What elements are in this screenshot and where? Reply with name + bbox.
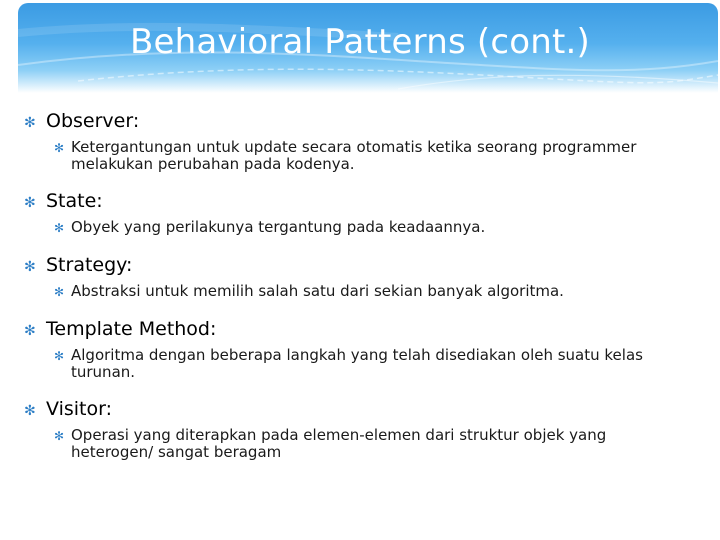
- asterisk-icon: ✻: [24, 115, 36, 131]
- asterisk-icon: ✻: [24, 323, 36, 339]
- item-detail: Ketergantungan untuk update secara otomatis ketika seorang programmer melakukan perubahan pada kodenya.: [71, 138, 637, 173]
- list-item: [24, 395, 694, 461]
- item-label: State:: [46, 190, 103, 212]
- list-item: [24, 187, 694, 237]
- list-item: [24, 107, 694, 173]
- item-detail: Obyek yang perilakunya tergantung pada keadaannya.: [71, 218, 486, 236]
- asterisk-icon: ✻: [24, 195, 36, 211]
- asterisk-icon: ✻: [54, 349, 65, 363]
- asterisk-icon: ✻: [24, 259, 36, 275]
- asterisk-icon: ✻: [54, 141, 65, 155]
- slide-title: Behavioral Patterns (cont.): [129, 22, 591, 62]
- asterisk-icon: ✻: [54, 221, 65, 235]
- bullet-list: [24, 107, 694, 461]
- item-detail: Abstraksi untuk memilih salah satu dari sekian banyak algoritma.: [71, 282, 564, 300]
- asterisk-icon: ✻: [54, 429, 65, 443]
- item-label: Visitor:: [46, 398, 112, 420]
- list-item: [24, 251, 694, 301]
- item-label: Template Method:: [46, 318, 217, 340]
- item-label: Strategy:: [46, 254, 133, 276]
- item-detail: Algoritma dengan beberapa langkah yang telah disediakan oleh suatu kelas turunan.: [71, 346, 643, 381]
- asterisk-icon: ✻: [54, 285, 65, 299]
- item-label: Observer:: [46, 110, 140, 132]
- asterisk-icon: ✻: [24, 403, 36, 419]
- list-item: [24, 315, 694, 381]
- item-detail: Operasi yang diterapkan pada elemen-elemen dari struktur objek yang heterogen/ sangat beragam: [71, 426, 607, 461]
